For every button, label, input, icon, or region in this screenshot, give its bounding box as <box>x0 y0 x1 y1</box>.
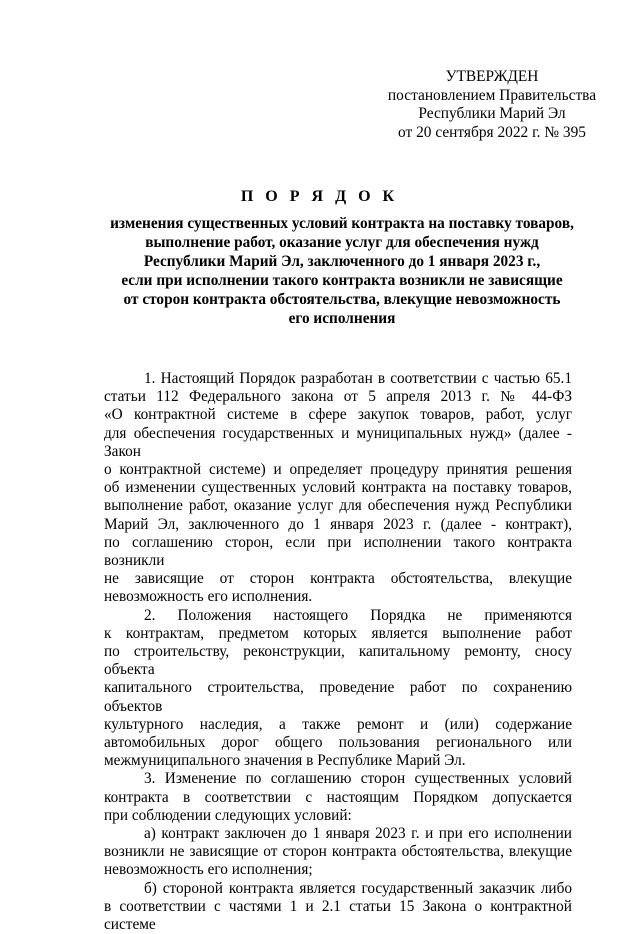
text-line: культурного наследия, а также ремонт и (или) содержание <box>104 715 572 733</box>
subitem-a <box>104 825 572 880</box>
text-line: о контрактной системе) и определяет процедуру принятия решения <box>104 461 572 479</box>
approval-line: от 20 сентября 2022 г. № 395 <box>398 123 586 141</box>
text-line: статьи 112 Федерального закона от 5 апреля 2013 г. № 44-ФЗ <box>104 388 572 406</box>
subitem-b <box>104 880 572 934</box>
text-line: невозможность его исполнения; <box>104 861 313 879</box>
subtitle-line: от сторон контракта обстоятельства, влекущие невозможность <box>123 291 561 308</box>
text-line: невозможность его исполнения. <box>104 588 313 606</box>
approval-line: УТВЕРЖДЕН <box>445 68 539 85</box>
subtitle-line: выполнение работ, оказание услуг для обеспечения нужд <box>145 234 539 251</box>
text-line: для обеспечения государственных и муниципальных нужд» (далее - Закон <box>104 424 572 460</box>
text-line: межмуниципального значения в Республике Марий Эл. <box>104 752 466 770</box>
text-line: выполнение работ, оказание услуг для обеспечения нужд Республики <box>104 497 572 515</box>
text-line: «О контрактной системе в сфере закупок товаров, работ, услуг <box>104 406 572 424</box>
text-line: 1. Настоящий Порядок разработан в соответствии с частью 65.1 <box>144 370 572 387</box>
text-line: в соответствии с частями 1 и 2.1 статьи 15 Закона о контрактной системе <box>104 897 572 934</box>
text-line: по строительству, реконструкции, капитальному ремонту, сносу объекта <box>104 643 572 679</box>
text-line: об изменении существенных условий контракта на поставку товаров, <box>104 479 572 497</box>
approval-stamp <box>372 68 612 142</box>
text-line: не зависящие от сторон контракта обстоятельства, влекущие <box>104 570 572 588</box>
text-line: а) контракт заключен до 1 января 2023 г. и при его исполнении <box>144 825 572 843</box>
approval-line: постановлением Правительства <box>387 86 597 104</box>
text-line: капитального строительства, проведение работ по сохранению объектов <box>104 679 572 715</box>
text-line: 3. Изменение по соглашению сторон существенных условий <box>144 770 572 788</box>
document-title: П О Р Я Д О К <box>240 188 399 205</box>
text-line: при соблюдении следующих условий: <box>104 806 352 824</box>
subtitle-line: его исполнения <box>288 310 396 327</box>
approval-line: Республики Марий Эл <box>418 105 566 122</box>
text-line: возникли не зависящие от сторон контракта обстоятельства, влекущие <box>104 843 572 861</box>
paragraph-3 <box>104 770 572 825</box>
paragraph-2 <box>104 607 572 771</box>
text-line: контракта в соответствии с настоящим Порядком допускается <box>104 788 572 806</box>
text-line: Марий Эл, заключенного до 1 января 2023 г. (далее - контракт), <box>104 515 572 533</box>
paragraph-1 <box>104 370 572 607</box>
text-line: 2. Положения настоящего Порядка не применяются <box>144 606 572 624</box>
document-subtitle <box>102 214 582 328</box>
text-line: автомобильных дорог общего пользования регионального или <box>104 734 572 752</box>
subtitle-line: Республики Марий Эл, заключенного до 1 января 2023 г., <box>143 253 541 270</box>
document-body <box>104 370 572 934</box>
subtitle-line: если при исполнении такого контракта возникли не зависящие <box>121 272 563 289</box>
subtitle-line: изменения существенных условий контракта на поставку товаров, <box>110 215 574 232</box>
text-line: к контрактам, предметом которых является выполнение работ <box>104 624 572 642</box>
text-line: по соглашению сторон, если при исполнении такого контракта возникли <box>104 533 572 570</box>
text-line: б) стороной контракта является государственный заказчик либо <box>144 879 572 897</box>
